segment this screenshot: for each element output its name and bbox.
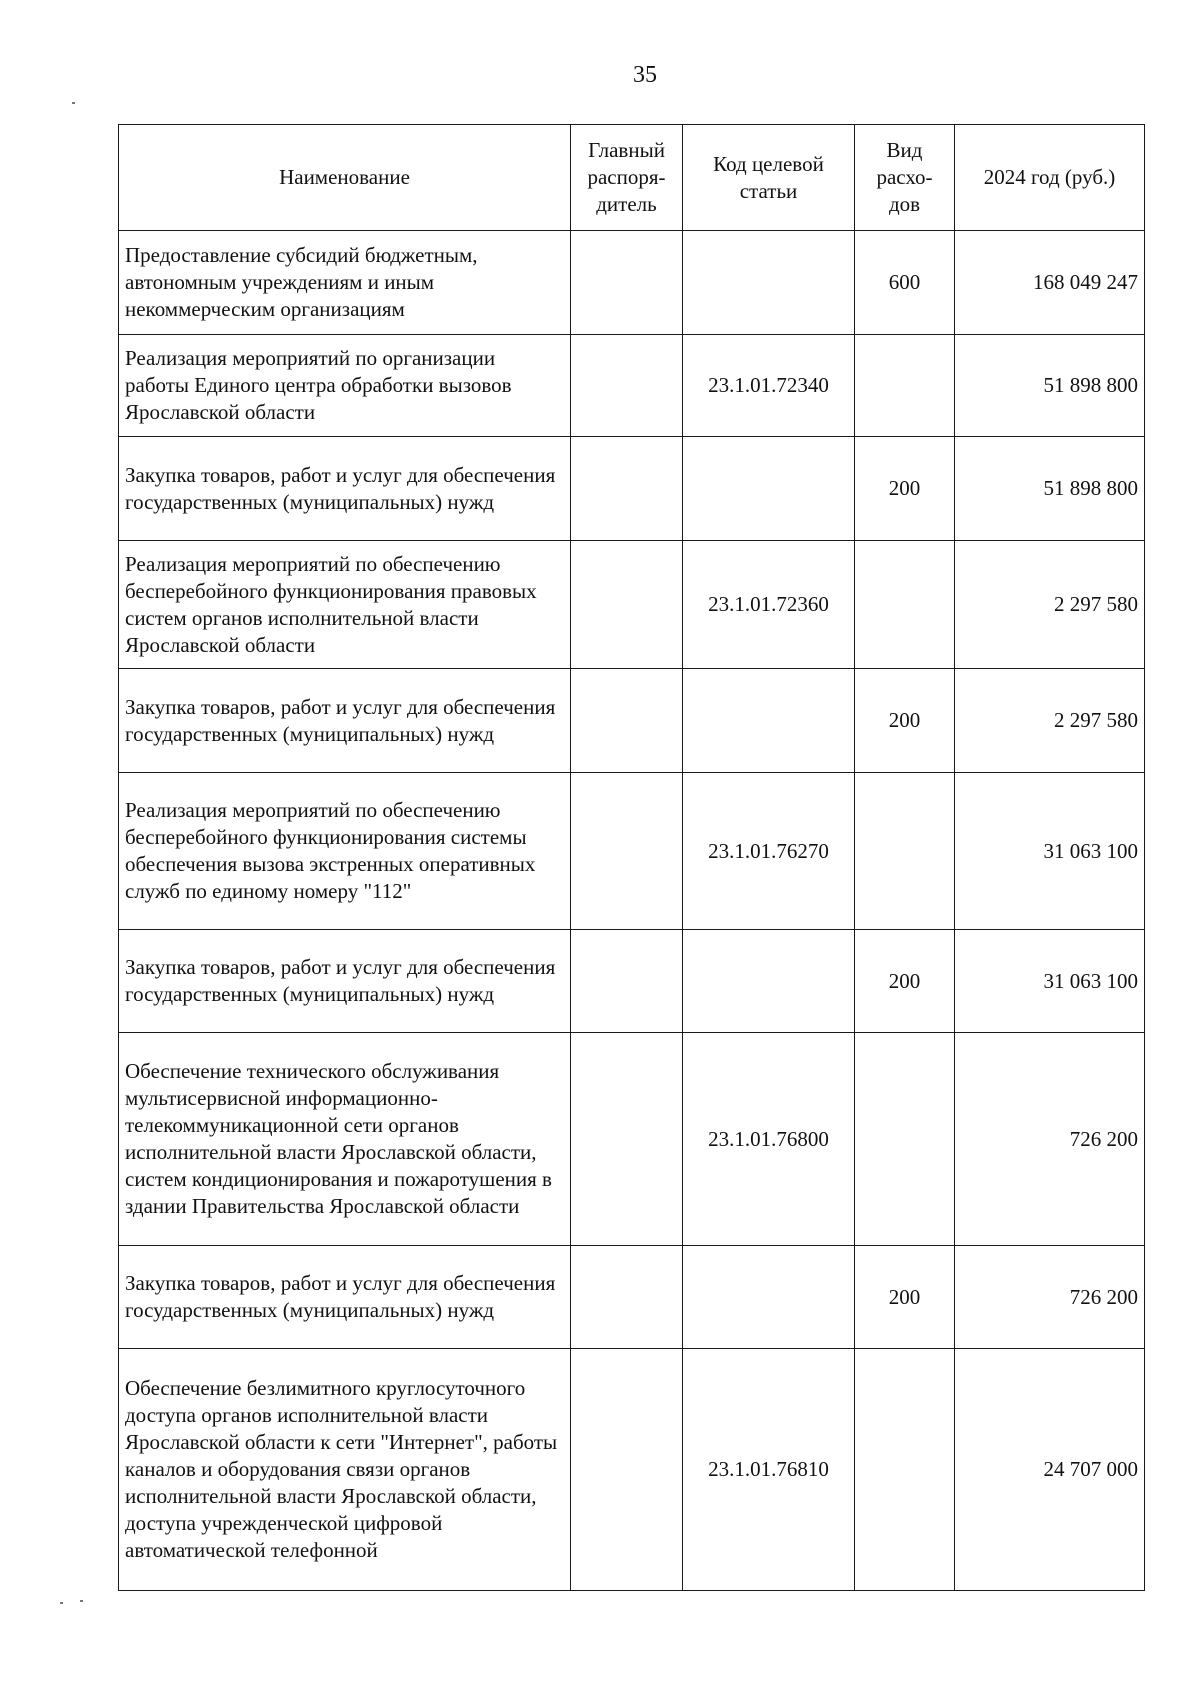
row-name: Реализация мероприятий по организации работы Единого центра обработки вызовов Ярославской области [119,335,571,437]
scan-speck [72,102,75,104]
row-code [683,669,855,773]
row-owner [571,930,683,1033]
row-code: 23.1.01.72360 [683,541,855,669]
row-name: Закупка товаров, работ и услуг для обеспечения государственных (муниципальных) нужд [119,1246,571,1349]
table-row [119,437,1145,541]
row-code: 23.1.01.76800 [683,1033,855,1246]
row-name: Обеспечение безлимитного круглосуточного доступа органов исполнительной власти Ярославской области к сети "Интернет", работы каналов и оборудования связи органов исполнительной власти Ярославской области, доступа учрежденческой цифровой автоматической телефонной [119,1349,571,1591]
row-code [683,1246,855,1349]
row-code [683,231,855,335]
row-kind [855,1349,955,1591]
row-name: Обеспечение технического обслуживания мультисервисной информационно-телекоммуникационной сети органов исполнительной власти Ярославской области, систем кондиционирования и пожаротушения в здании Правительства Ярославской области [119,1033,571,1246]
table-row [119,1349,1145,1591]
page-number: 35 [633,62,657,88]
row-name: Закупка товаров, работ и услуг для обеспечения государственных (муниципальных) нужд [119,669,571,773]
row-owner [571,437,683,541]
header-amount: 2024 год (руб.) [955,125,1145,231]
scan-speck [80,1600,83,1602]
header-code: Код целевой статьи [683,125,855,231]
row-name: Закупка товаров, работ и услуг для обеспечения государственных (муниципальных) нужд [119,930,571,1033]
row-code: 23.1.01.76270 [683,773,855,930]
row-amount: 726 200 [955,1033,1145,1246]
row-amount: 2 297 580 [955,669,1145,773]
table-row [119,1033,1145,1246]
row-owner [571,231,683,335]
row-owner [571,1349,683,1591]
row-amount: 726 200 [955,1246,1145,1349]
row-kind: 200 [855,437,955,541]
row-code [683,437,855,541]
row-kind: 200 [855,930,955,1033]
row-amount: 2 297 580 [955,541,1145,669]
row-name: Реализация мероприятий по обеспечению бесперебойного функционирования правовых систем органов исполнительной власти Ярославской области [119,541,571,669]
row-amount: 51 898 800 [955,335,1145,437]
scan-speck [60,1602,63,1604]
row-name: Закупка товаров, работ и услуг для обеспечения государственных (муниципальных) нужд [119,437,571,541]
row-amount: 31 063 100 [955,773,1145,930]
row-kind [855,335,955,437]
table-row [119,669,1145,773]
header-owner: Главный распоря-дитель [571,125,683,231]
row-owner [571,773,683,930]
table-row [119,231,1145,335]
row-code: 23.1.01.76810 [683,1349,855,1591]
row-kind: 200 [855,669,955,773]
row-owner [571,335,683,437]
row-kind [855,541,955,669]
budget-table [118,124,1145,1591]
row-code [683,930,855,1033]
row-amount: 31 063 100 [955,930,1145,1033]
row-amount: 51 898 800 [955,437,1145,541]
row-kind: 600 [855,231,955,335]
row-name: Предоставление субсидий бюджетным, автономным учреждениям и иным некоммерческим организациям [119,231,571,335]
header-kind: Вид расхо-дов [855,125,955,231]
row-name: Реализация мероприятий по обеспечению бесперебойного функционирования системы обеспечения вызова экстренных оперативных служб по единому номеру "112" [119,773,571,930]
table-row [119,773,1145,930]
row-owner [571,669,683,773]
row-code: 23.1.01.72340 [683,335,855,437]
header-name: Наименование [119,125,571,231]
table-row [119,541,1145,669]
row-kind [855,773,955,930]
row-amount: 24 707 000 [955,1349,1145,1591]
row-owner [571,541,683,669]
table-row [119,335,1145,437]
table-row [119,1246,1145,1349]
row-amount: 168 049 247 [955,231,1145,335]
table-row [119,930,1145,1033]
table-header-row [119,125,1145,231]
row-owner [571,1246,683,1349]
row-kind: 200 [855,1246,955,1349]
row-kind [855,1033,955,1246]
row-owner [571,1033,683,1246]
